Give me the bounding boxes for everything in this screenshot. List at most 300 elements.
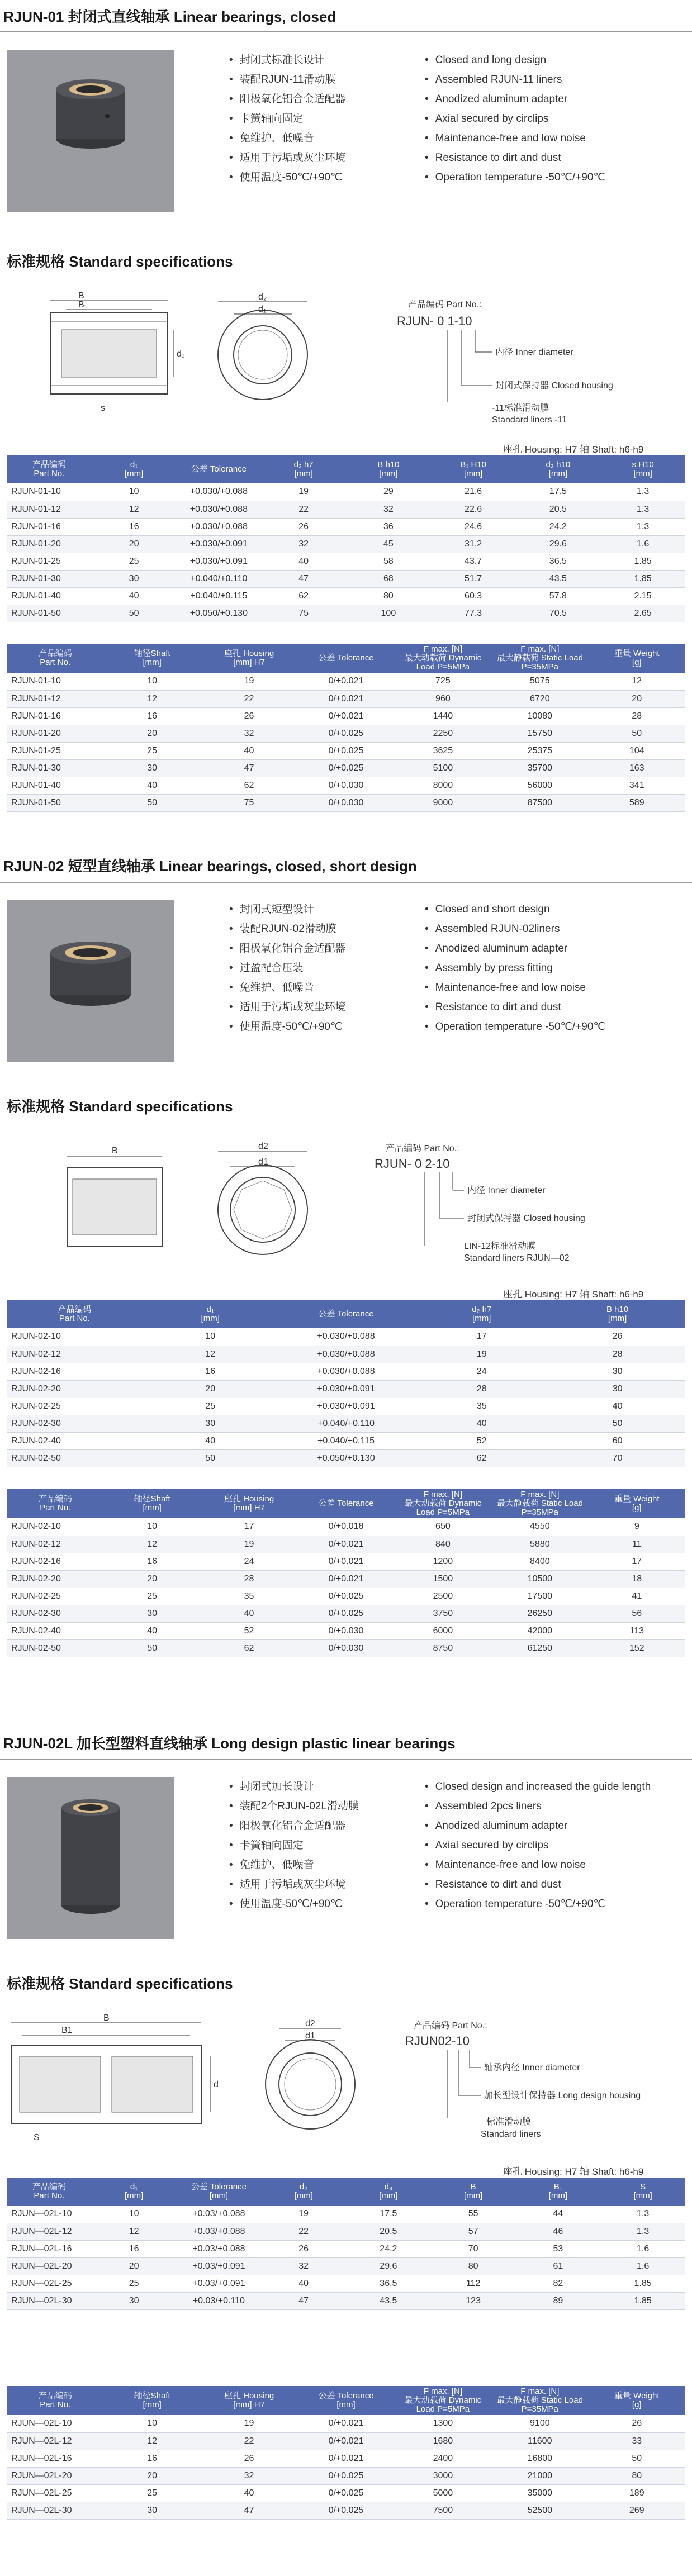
table-cell: 0/+0.021 xyxy=(297,690,394,707)
table-cell: 12 xyxy=(103,690,200,707)
table-cell: 589 xyxy=(589,794,685,811)
table-cell: 21000 xyxy=(491,2467,588,2484)
table-cell: 26 xyxy=(589,2415,685,2432)
table-cell: 60 xyxy=(549,1432,685,1449)
section-title: RJUN-02L 加长型塑料直线轴承 Long design plastic linear bearings xyxy=(3,1735,456,1752)
column-header xyxy=(516,2178,601,2206)
table-cell: 12 xyxy=(143,1346,278,1363)
feature-en: • Maintenance-free and low noise xyxy=(425,978,605,997)
column-header-line: 产品编码 xyxy=(58,1305,92,1314)
table-cell: +0.03/+0.088 xyxy=(177,2206,262,2223)
table-cell: RJUN—02L-20 xyxy=(7,2257,92,2275)
table-cell: 9100 xyxy=(491,2415,588,2432)
table-cell: 17 xyxy=(201,1518,297,1536)
table-row xyxy=(7,1570,685,1588)
table-cell: 8400 xyxy=(491,1553,588,1570)
table-cell: 42000 xyxy=(491,1622,588,1639)
table-cell: 19 xyxy=(201,673,297,690)
table-cell: 82 xyxy=(516,2275,601,2292)
table-cell: 2500 xyxy=(395,1588,491,1605)
column-header-line: F max. [N] xyxy=(520,644,560,654)
table-row xyxy=(7,2257,685,2275)
column-header-line: [mm] xyxy=(124,2191,144,2200)
column-header-line: B h10 xyxy=(606,1305,629,1314)
feature-cn: • 适用于污垢或灰尘环境 xyxy=(229,1875,359,1894)
table-cell: +0.03/+0.088 xyxy=(177,2240,262,2257)
table-row xyxy=(7,553,685,570)
table-cell: 10080 xyxy=(491,707,588,725)
table-row xyxy=(7,535,685,553)
table-cell: 16 xyxy=(103,2450,200,2467)
table-cell: RJUN—02L-16 xyxy=(7,2450,103,2467)
table-cell: 52500 xyxy=(491,2502,588,2519)
table-row xyxy=(7,1639,685,1657)
table-cell: 58 xyxy=(346,553,431,570)
table-cell: 22 xyxy=(261,2223,346,2240)
table-cell: +0.030/+0.088 xyxy=(278,1346,414,1363)
column-header xyxy=(7,1300,143,1328)
column-header xyxy=(177,455,262,483)
feature-cn: • 装配2个RJUN-02L滑动膜 xyxy=(229,1796,359,1816)
column-header-line: [mm] xyxy=(379,2191,398,2200)
table-cell: 50 xyxy=(589,2450,685,2467)
table-cell: 40 xyxy=(201,2484,297,2502)
table-cell: 0/+0.030 xyxy=(297,777,394,794)
table-cell: 1300 xyxy=(395,2415,491,2432)
column-header-line: [mm] xyxy=(463,2191,483,2200)
table-cell: 26 xyxy=(261,2240,346,2257)
table-cell: 41 xyxy=(589,1588,685,1605)
column-header-line: 公差 Tolerance xyxy=(191,2182,247,2192)
part-code: RJUN02-10 xyxy=(405,2034,470,2048)
column-header-line: Part No. xyxy=(40,2400,71,2409)
column-header-line: d₂ xyxy=(300,2182,308,2192)
column-header-line: [mm] xyxy=(294,2191,313,2200)
legend-liner-cn: 标准滑动膜 xyxy=(486,2117,532,2127)
product-photo xyxy=(7,900,174,1062)
column-header xyxy=(600,2178,685,2206)
table-cell: RJUN-02-12 xyxy=(7,1346,143,1363)
housing-note: 座孔 Housing: H7 轴 Shaft: h6-h9 xyxy=(503,1289,644,1300)
column-header xyxy=(589,1489,685,1518)
table-cell: 25 xyxy=(92,2275,177,2292)
table-cell: 19 xyxy=(414,1346,549,1363)
table-cell: 10 xyxy=(103,1518,200,1536)
table-cell: 10 xyxy=(143,1328,278,1346)
table-cell: 0/+0.025 xyxy=(297,1605,394,1622)
table-cell: 1.3 xyxy=(600,518,685,535)
column-header-line: 产品编码 xyxy=(38,649,72,658)
features-cn xyxy=(229,900,346,1037)
column-header-line: 公差 Tolerance xyxy=(318,1499,374,1508)
table-cell: 2.15 xyxy=(600,587,685,605)
column-header xyxy=(549,1300,685,1328)
feature-cn: • 卡簧轴向固定 xyxy=(229,109,346,129)
table-row xyxy=(7,1363,685,1380)
column-header-line: 座孔 Housing xyxy=(224,2391,274,2401)
column-header-line: Part No. xyxy=(34,469,65,478)
column-header-line: 公差 Tolerance xyxy=(318,1309,374,1319)
table-cell: 40 xyxy=(143,1432,278,1449)
product-photo xyxy=(7,1777,174,1939)
section-rjun-02l xyxy=(0,1732,692,2576)
table-row xyxy=(7,777,685,794)
table-row xyxy=(7,1415,685,1432)
table-cell: 40 xyxy=(414,1415,549,1432)
table-row xyxy=(7,518,685,535)
table-cell: 0/+0.025 xyxy=(297,742,394,759)
feature-cn: • 适用于污垢或灰尘环境 xyxy=(229,148,346,168)
dim-B: B xyxy=(78,291,84,301)
column-header-line: d₁ xyxy=(206,1305,214,1314)
table-cell: 20 xyxy=(92,535,177,553)
table-cell: RJUN-02-20 xyxy=(7,1570,103,1588)
column-header-line: [mm] xyxy=(548,469,568,478)
table-cell: 19 xyxy=(201,1536,297,1553)
technical-drawing xyxy=(0,291,692,425)
table-cell: 1.3 xyxy=(600,2223,685,2240)
load-table xyxy=(7,2386,685,2520)
dim-d1-end: d₁ xyxy=(258,305,267,314)
legend-liner-en: Standard liners RJUN—02 xyxy=(464,1253,570,1263)
table-cell: 47 xyxy=(261,570,346,587)
table-row xyxy=(7,1553,685,1570)
column-header-line: [mm] xyxy=(143,1503,162,1513)
dim-B1: B1 xyxy=(61,2026,73,2035)
table-cell: 25 xyxy=(103,1588,200,1605)
table-cell: RJUN-01-20 xyxy=(7,535,92,553)
table-cell: 44 xyxy=(516,2206,601,2223)
feature-en: • Resistance to dirt and dust xyxy=(425,148,605,168)
table-cell: +0.030/+0.088 xyxy=(177,501,262,518)
table-cell: 43.5 xyxy=(516,570,601,587)
column-header-line: [mm] xyxy=(633,469,652,478)
spec-title: 标准规格 Standard specifications xyxy=(7,1098,233,1115)
table-cell: 60.3 xyxy=(431,587,516,605)
column-header xyxy=(201,2386,297,2415)
table-cell: 4550 xyxy=(491,1518,588,1536)
column-header xyxy=(516,455,601,483)
column-header xyxy=(297,2386,394,2415)
legend-housing: 封闭式保持器 Closed housing xyxy=(495,381,613,391)
table-cell: +0.050/+0.130 xyxy=(278,1449,414,1467)
column-header xyxy=(103,2386,200,2415)
table-cell: 22 xyxy=(201,2432,297,2450)
part-code: RJUN- 0 2-10 xyxy=(375,1157,450,1171)
table-cell: RJUN—02L-30 xyxy=(7,2292,92,2309)
table-cell: RJUN—02L-16 xyxy=(7,2240,92,2257)
column-header-line: d₃ xyxy=(384,2182,393,2192)
table-cell: RJUN-02-20 xyxy=(7,1380,143,1398)
table-cell: +0.030/+0.091 xyxy=(278,1380,414,1398)
table-cell: 189 xyxy=(589,2484,685,2502)
table-cell: 10 xyxy=(103,2415,200,2432)
table-cell: 16 xyxy=(143,1363,278,1380)
feature-en: • Assembled RJUN-02liners xyxy=(425,919,605,939)
table-row xyxy=(7,2432,685,2450)
table-cell: 25 xyxy=(103,742,200,759)
column-header-line: [mm] H7 xyxy=(233,2400,265,2409)
table-cell: 80 xyxy=(431,2257,516,2275)
column-header-line: [mm] xyxy=(463,469,483,478)
feature-cn: • 阳极氧化铝合金适配器 xyxy=(229,939,346,958)
table-cell: 12 xyxy=(103,2432,200,2450)
column-header-line: 重量 Weight xyxy=(614,2391,660,2401)
feature-cn: • 封闭式加长设计 xyxy=(229,1777,359,1796)
table-cell: 20.5 xyxy=(516,501,601,518)
table-cell: 1.3 xyxy=(600,2206,685,2223)
table-cell: 100 xyxy=(346,605,431,622)
dim-B1: B₁ xyxy=(78,300,88,310)
table-cell: 8750 xyxy=(395,1639,491,1657)
table-cell: 30 xyxy=(549,1380,685,1398)
column-header-line: 产品编码 xyxy=(32,460,66,469)
feature-en: • Anodized aluminum adapter xyxy=(425,1816,651,1836)
table-cell: +0.030/+0.091 xyxy=(177,535,262,553)
table-cell: RJUN-01-30 xyxy=(7,759,103,777)
column-header-line: F max. [N] xyxy=(423,1490,462,1499)
features-en xyxy=(425,1777,651,1914)
column-header-line: d₂ h7 xyxy=(472,1305,492,1314)
table-cell: 26 xyxy=(201,707,297,725)
table-cell: 0/+0.021 xyxy=(297,707,394,725)
table-row xyxy=(7,1398,685,1415)
table-cell: 32 xyxy=(201,725,297,742)
table-cell: 3000 xyxy=(395,2467,491,2484)
legend-liner-en: Standard liners -11 xyxy=(492,415,567,425)
table-cell: RJUN-02-40 xyxy=(7,1432,143,1449)
table-cell: 52 xyxy=(201,1622,297,1639)
dim-d1: d1 xyxy=(305,2031,315,2041)
legend-inner: 内径 Inner diameter xyxy=(495,348,573,357)
table-cell: 6720 xyxy=(491,690,588,707)
table-cell: 1.6 xyxy=(600,2240,685,2257)
spec-title: 标准规格 Standard specifications xyxy=(7,1975,233,1992)
table-cell: 40 xyxy=(92,587,177,605)
table-cell: 650 xyxy=(395,1518,491,1536)
feature-en: • Maintenance-free and low noise xyxy=(425,129,605,148)
table-cell: 2400 xyxy=(395,2450,491,2467)
table-cell: 40 xyxy=(201,742,297,759)
column-header-line: [mm] xyxy=(548,2191,568,2200)
table-cell: 19 xyxy=(261,2206,346,2223)
column-header xyxy=(261,455,346,483)
feature-en: • Anodized aluminum adapter xyxy=(425,89,605,109)
column-header-line: F max. [N] xyxy=(423,644,462,654)
column-header-line: [g] xyxy=(632,658,642,667)
table-cell: 0/+0.030 xyxy=(297,794,394,811)
housing-note: 座孔 Housing: H7 轴 Shaft: h6-h9 xyxy=(503,2166,644,2177)
table-cell: 31.2 xyxy=(431,535,516,553)
legend-housing: 加长型设计保持器 Long design housing xyxy=(484,2091,641,2100)
load-table xyxy=(7,644,685,812)
column-header xyxy=(177,2178,262,2206)
column-header xyxy=(103,1489,200,1518)
table-cell: 57.8 xyxy=(516,587,601,605)
table-cell: 36 xyxy=(346,518,431,535)
table-row xyxy=(7,1622,685,1639)
legend-liner-cn: -11标准滑动膜 xyxy=(492,403,549,413)
title-divider xyxy=(0,882,692,883)
column-header xyxy=(7,644,103,673)
column-header-line: Part No. xyxy=(59,1314,90,1323)
column-header xyxy=(7,2386,103,2415)
table-cell: 61250 xyxy=(491,1639,588,1657)
feature-cn: • 使用温度-50℃/+90℃ xyxy=(229,1894,359,1914)
column-header xyxy=(201,1489,297,1518)
table-row xyxy=(7,2415,685,2432)
table-cell: 20 xyxy=(143,1380,278,1398)
table-cell: RJUN-01-20 xyxy=(7,725,103,742)
feature-cn: • 使用温度-50℃/+90℃ xyxy=(229,168,346,187)
table-cell: 12 xyxy=(103,1536,200,1553)
column-header xyxy=(431,455,516,483)
feature-en: • Closed design and increased the guide length xyxy=(425,1777,651,1796)
table-cell: 52 xyxy=(414,1432,549,1449)
table-cell: 25 xyxy=(92,553,177,570)
table-cell: 12 xyxy=(92,2223,177,2240)
table-cell: 30 xyxy=(549,1363,685,1380)
table-cell: 0/+0.018 xyxy=(297,1518,394,1536)
section-rjun-01 xyxy=(0,0,692,827)
table-cell: 19 xyxy=(201,2415,297,2432)
table-cell: 35 xyxy=(414,1398,549,1415)
table-cell: 70.5 xyxy=(516,605,601,622)
table-cell: 20.5 xyxy=(346,2223,431,2240)
legend-liner-en: Standard liners xyxy=(481,2130,541,2139)
table-cell: 725 xyxy=(395,673,491,690)
table-cell: 7500 xyxy=(395,2502,491,2519)
title-divider xyxy=(0,31,692,32)
table-cell: 32 xyxy=(261,2257,346,2275)
column-header-line: 最大动载荷 Dynamic Load P=5MPa xyxy=(404,1499,482,1517)
table-row xyxy=(7,794,685,811)
table-cell: RJUN—02L-12 xyxy=(7,2432,103,2450)
bearing-photo-icon xyxy=(7,50,174,212)
table-cell: 20 xyxy=(589,690,685,707)
table-cell: 26 xyxy=(549,1328,685,1346)
table-cell: 80 xyxy=(589,2467,685,2484)
table-row xyxy=(7,2502,685,2519)
feature-cn: • 卡簧轴向固定 xyxy=(229,1836,359,1855)
table-cell: 56000 xyxy=(491,777,588,794)
column-header xyxy=(491,2386,588,2415)
title-divider xyxy=(0,1759,692,1760)
table-cell: 3750 xyxy=(395,1605,491,1622)
table-cell: 163 xyxy=(589,759,685,777)
column-header xyxy=(395,2386,491,2415)
table-cell: RJUN—02L-10 xyxy=(7,2206,92,2223)
table-cell: 22.6 xyxy=(431,501,516,518)
table-cell: 960 xyxy=(395,690,491,707)
feature-cn: • 适用于污垢或灰尘环境 xyxy=(229,997,346,1017)
technical-drawing xyxy=(0,2006,692,2142)
table-cell: RJUN-01-16 xyxy=(7,707,103,725)
table-cell: +0.030/+0.088 xyxy=(177,483,262,501)
product-photo xyxy=(7,50,174,212)
column-header-line: S xyxy=(640,2182,646,2192)
table-row xyxy=(7,483,685,501)
table-row xyxy=(7,1588,685,1605)
table-cell: 269 xyxy=(589,2502,685,2519)
table-cell: 30 xyxy=(103,1605,200,1622)
table-cell: 25375 xyxy=(491,742,588,759)
table-cell: 28 xyxy=(201,1570,297,1588)
table-cell: 50 xyxy=(103,1639,200,1657)
table-cell: 36.5 xyxy=(346,2275,431,2292)
table-cell: 40 xyxy=(261,2275,346,2292)
table-cell: 50 xyxy=(92,605,177,622)
column-header xyxy=(261,2178,346,2206)
legend-inner: 内径 Inner diameter xyxy=(467,1186,546,1195)
column-header-line: 重量 Weight xyxy=(614,649,660,658)
feature-en: • Operation temperature -50℃/+90℃ xyxy=(425,1017,605,1037)
table-cell: 2250 xyxy=(395,725,491,742)
table-row xyxy=(7,1518,685,1536)
table-cell: +0.050/+0.130 xyxy=(177,605,262,622)
table-cell: 104 xyxy=(589,742,685,759)
table-row xyxy=(7,1346,685,1363)
table-cell: 20 xyxy=(103,2467,200,2484)
column-header-line: [mm] xyxy=(209,2191,229,2200)
column-header-line: 轴径Shaft xyxy=(134,1494,170,1504)
table-cell: 5075 xyxy=(491,673,588,690)
table-cell: 9 xyxy=(589,1518,685,1536)
column-header-line: [mm] xyxy=(143,2400,162,2409)
table-cell: 0/+0.025 xyxy=(297,2484,394,2502)
feature-en: • Maintenance-free and low noise xyxy=(425,1855,651,1875)
column-header xyxy=(431,2178,516,2206)
column-header-line: s H10 xyxy=(632,460,654,469)
column-header-line: Part No. xyxy=(34,2191,65,2200)
table-cell: 5100 xyxy=(395,759,491,777)
table-cell: 40 xyxy=(261,553,346,570)
table-cell: 0/+0.030 xyxy=(297,1639,394,1657)
table-cell: +0.030/+0.088 xyxy=(278,1363,414,1380)
table-cell: 0/+0.025 xyxy=(297,725,394,742)
table-cell: 11600 xyxy=(491,2432,588,2450)
column-header xyxy=(103,644,200,673)
table-cell: +0.040/+0.115 xyxy=(278,1432,414,1449)
table-cell: 16 xyxy=(103,707,200,725)
column-header-line: d₃ h10 xyxy=(546,460,571,469)
table-cell: 15750 xyxy=(491,725,588,742)
table-row xyxy=(7,2206,685,2223)
table-cell: 12 xyxy=(589,673,685,690)
table-cell: 50 xyxy=(589,725,685,742)
table-cell: RJUN—02L-20 xyxy=(7,2467,103,2484)
table-row xyxy=(7,1380,685,1398)
table-cell: 18 xyxy=(589,1570,685,1588)
table-cell: 30 xyxy=(143,1415,278,1432)
table-cell: +0.03/+0.088 xyxy=(177,2223,262,2240)
table-cell: +0.040/+0.110 xyxy=(278,1415,414,1432)
column-header-line: [g] xyxy=(632,2400,642,2409)
table-cell: 61 xyxy=(516,2257,601,2275)
column-header-line: [mm] xyxy=(143,658,162,667)
table-cell: 1.3 xyxy=(600,501,685,518)
table-cell: 3625 xyxy=(395,742,491,759)
table-cell: +0.030/+0.088 xyxy=(278,1328,414,1346)
table-cell: 26250 xyxy=(491,1605,588,1622)
table-cell: RJUN-01-40 xyxy=(7,777,103,794)
table-row xyxy=(7,2292,685,2309)
table-row xyxy=(7,2240,685,2257)
table-cell: 29.6 xyxy=(516,535,601,553)
table-cell: 40 xyxy=(103,777,200,794)
table-cell: RJUN-02-25 xyxy=(7,1588,103,1605)
part-no-label: 产品编码 Part No.: xyxy=(414,2021,487,2031)
